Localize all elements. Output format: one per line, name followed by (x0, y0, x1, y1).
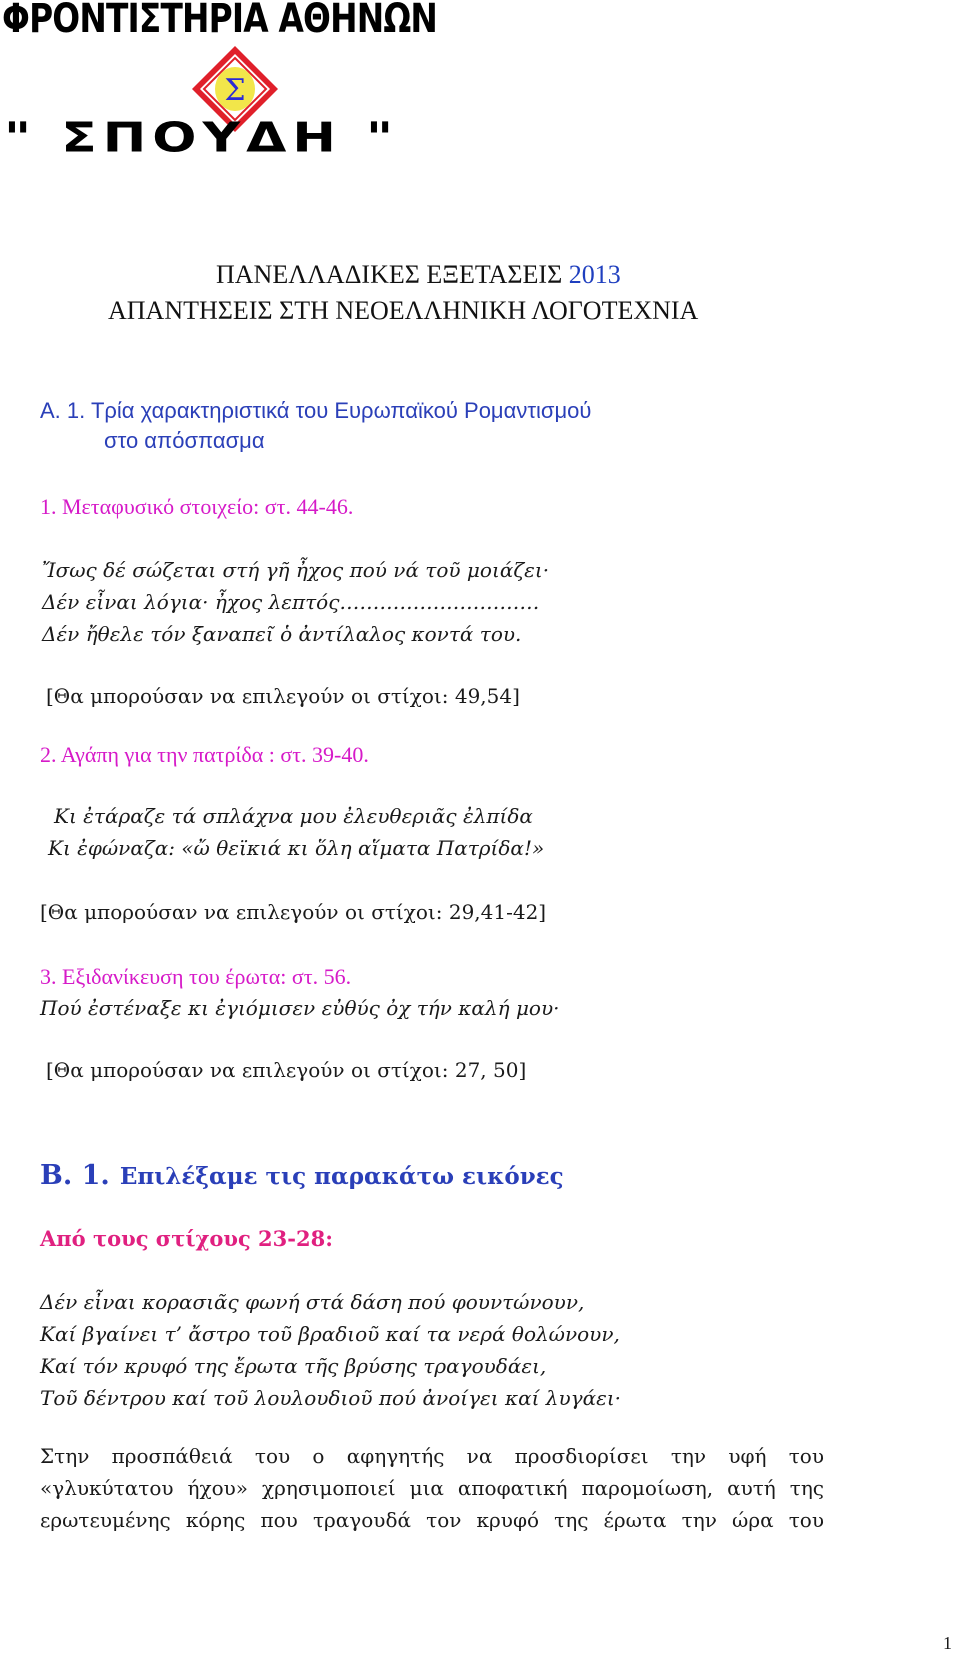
title-year: 2013 (568, 260, 621, 289)
section-b-subheading: Από τους στίχους 23-28: (40, 1226, 333, 1251)
logo-letter: Σ (224, 73, 246, 108)
section-b-verse: Δέν εἶναι κορασιᾶς φωνή στά δάση πού φουντώνουν, (40, 1290, 585, 1314)
item-3-title: 3. Εξιδανίκευση του έρωτα: στ. 56. (40, 964, 352, 989)
item-2-note: [Θα μπορούσαν να επιλεγούν οι στίχοι: 29,41-42] (40, 900, 547, 924)
item-1-note: [Θα μπορούσαν να επιλεγούν οι στίχοι: 49,54] (46, 684, 520, 708)
item-1-verse: Ἴσως δέ σώζεται στή γῆ ἦχος πού νά τοῦ μοιάζει· (42, 558, 550, 582)
brand-title: ΦΡΟΝΤΙΣΤΗΡΙΑ ΑΘΗΝΩΝ (2, 0, 438, 42)
section-a-heading-cont: στο απόσπασμα (104, 428, 265, 453)
section-a-heading: Α. 1. Τρία χαρακτηριστικά του Ευρωπαϊκού Ρομαντισμού (40, 398, 592, 423)
title-line1: ΠΑΝΕΛΛΑΔΙΚΕΣ ΕΞΕΤΑΣΕΙΣ 2013 (216, 260, 621, 289)
section-b-heading: Β. 1. Επιλέξαμε τις παρακάτω εικόνες (40, 1160, 564, 1191)
paragraph-line: «γλυκύτατου ήχου» χρησιμοποιεί μια αποφατική παρομοίωση, αυτή της (40, 1476, 824, 1500)
section-b-verse: Τοῦ δέντρου καί τοῦ λουλουδιοῦ πού ἀνοίγει καί λυγάει· (40, 1386, 622, 1410)
item-3-verse: Πού ἐστέναξε κι ἐγιόμισεν εὐθύς ὀχ τήν καλή μου· (40, 996, 560, 1020)
title-line2: ΑΠΑΝΤΗΣΕΙΣ ΣΤΗ ΝΕΟΕΛΛΗΝΙΚΗ ΛΟΓΟΤΕΧΝΙΑ (108, 296, 699, 325)
page-number: 1 (943, 1633, 952, 1653)
section-b-number: Β. 1. (40, 1160, 110, 1191)
brand-spoudi: " ΣΠΟΥΔΗ " (4, 115, 400, 162)
section-b-verse: Καί βγαίνει τ’ ἄστρο τοῦ βραδιοῦ καί τα νερά θολώνουν, (40, 1322, 620, 1346)
item-2-verse: Κι ἐφώναζα: «ὤ θεϊκιά κι ὅλη αἵματα Πατρίδα!» (48, 836, 545, 860)
item-3-note: [Θα μπορούσαν να επιλεγούν οι στίχοι: 27, 50] (46, 1058, 527, 1082)
item-1-title: 1. Μεταφυσικό στοιχείο: στ. 44-46. (40, 494, 354, 519)
item-1-verse: Δέν εἶναι λόγια· ἦχος λεπτός………………………… (42, 590, 540, 614)
item-2-verse: Κι ἐτάραζε τά σπλάχνα μου ἐλευθεριᾶς ἐλπίδα (54, 804, 533, 828)
paragraph-line: ερωτευμένης κόρης που τραγουδά τον κρυφό της έρωτα την ώρα του (40, 1508, 824, 1532)
item-2-title: 2. Αγάπη για την πατρίδα : στ. 39-40. (40, 742, 369, 767)
section-b-verse: Καί τόν κρυφό της ἔρωτα τῆς βρύσης τραγουδάει, (40, 1354, 547, 1378)
section-b-paragraph (40, 1440, 824, 1536)
paragraph-line: Στην προσπάθειά του ο αφηγητής να προσδιορίσει την υφή του (40, 1444, 824, 1468)
item-1-verse: Δέν ἤθελε τόν ξαναπεῖ ὁ ἀντίλαλος κοντά του. (42, 622, 522, 646)
